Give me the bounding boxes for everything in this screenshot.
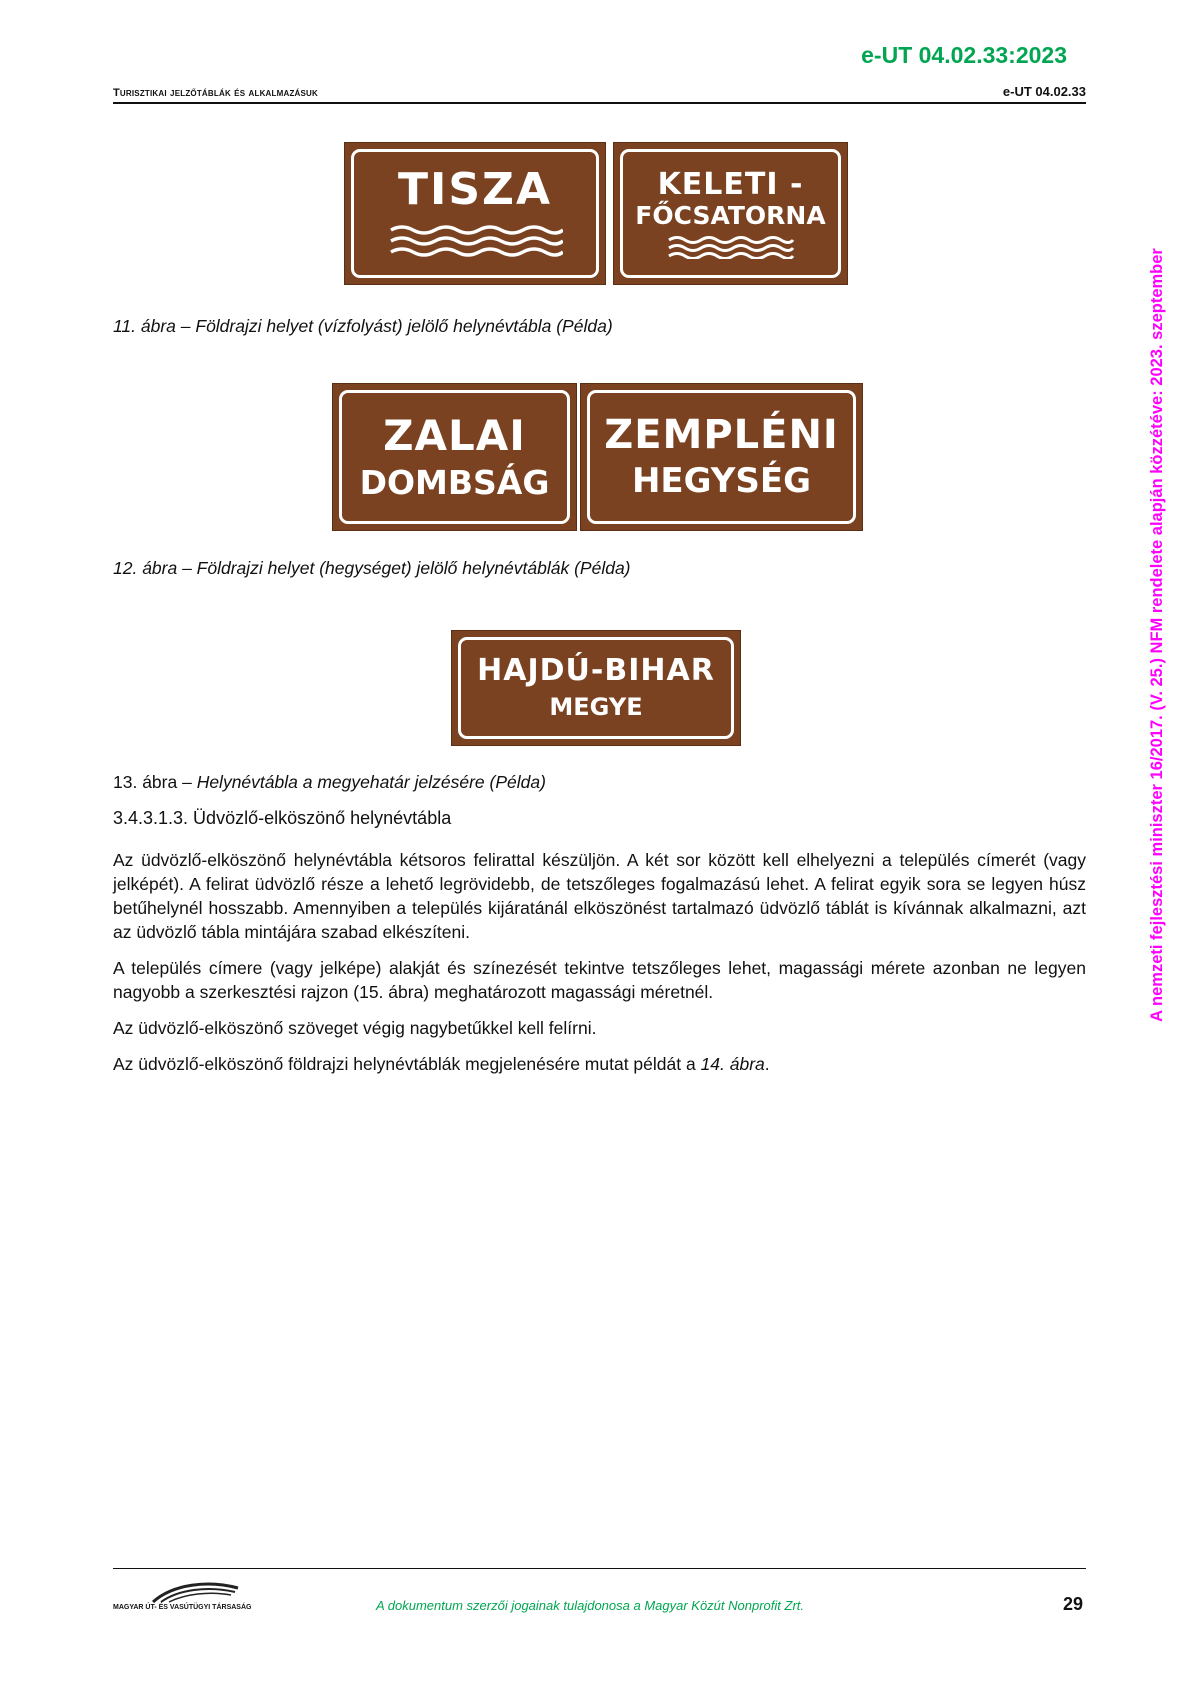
sign-keleti-focsatorna xyxy=(613,142,848,285)
water-waves-icon xyxy=(665,235,797,259)
paragraph: A település címere (vagy jelképe) alakját és színezését tekintve tetszőleges lehet, magassági mérete azonban ne legyen nagyobb a szerkesztési rajzon (15. ábra) meghatározott magassági méretnél. xyxy=(113,958,1086,1002)
sign-border xyxy=(339,390,570,524)
society-logo-text: MAGYAR ÚT- ÉS VASÚTÜGYI TÁRSASÁG xyxy=(113,1604,252,1611)
section-body xyxy=(113,848,1086,1088)
figure-13-caption-number: 13. ábra xyxy=(113,772,178,792)
publication-side-note: A nemzeti fejlesztési miniszter 16/2017. (V. 25.) NFM rendelete alapján közzétéve: 2023. szeptember xyxy=(1148,248,1166,1022)
paragraph xyxy=(113,1052,1086,1076)
paragraph-text: Az üdvözlő-elköszönő földrajzi helynévtáblák megjelenésére mutat példát a xyxy=(113,1054,701,1074)
sign-line2: FŐCSATORNA xyxy=(635,201,826,231)
sign-line2: HEGYSÉG xyxy=(631,461,812,502)
running-title: Turisztikai jelzőtáblák és alkalmazásuk xyxy=(113,87,319,99)
document-code: e-UT 04.02.33:2023 xyxy=(861,42,1067,68)
water-waves-icon xyxy=(387,224,563,258)
figure-11-caption: 11. ábra – Földrajzi helyet (vízfolyást) jelölő helynévtábla (Példa) xyxy=(113,316,613,336)
sign-border xyxy=(620,149,841,278)
section-heading: 3.4.3.1.3. Üdvözlő-elköszönő helynévtábla xyxy=(113,808,452,828)
sign-border xyxy=(458,637,734,739)
sign-zalai-dombsag xyxy=(332,383,577,531)
sign-hajdu-bihar-megye xyxy=(451,630,741,746)
sign-line1: ZALAI xyxy=(383,410,526,460)
sign-line1: TISZA xyxy=(397,164,553,216)
figure-reference: 14. ábra xyxy=(700,1054,765,1074)
running-code: e-UT 04.02.33 xyxy=(1002,84,1086,99)
copyright-notice: A dokumentum szerzői jogainak tulajdonosa a Magyar Közút Nonprofit Zrt. xyxy=(375,1598,804,1613)
figure-12-caption: 12. ábra – Földrajzi helyet (hegységet) jelölő helynévtáblák (Példa) xyxy=(113,558,631,578)
sign-line1: HAJDÚ-BIHAR xyxy=(477,652,715,688)
figure-13-caption-text: – Helynévtábla a megyehatár jelzésére (Példa) xyxy=(182,772,546,792)
page-number: 29 xyxy=(1062,1594,1083,1614)
sign-line1: ZEMPLÉNI xyxy=(604,412,839,459)
sign-zempleni-hegyseg xyxy=(580,383,863,531)
sign-line2: MEGYE xyxy=(549,693,643,722)
footer-divider xyxy=(113,1568,1086,1569)
sign-border xyxy=(587,390,856,524)
sign-border xyxy=(351,149,599,278)
paragraph: Az üdvözlő-elköszönő szöveget végig nagybetűkkel kell felírni. xyxy=(113,1018,597,1038)
figure-13-caption xyxy=(113,772,546,793)
paragraph-end: . xyxy=(764,1054,770,1074)
sign-tisza xyxy=(344,142,606,285)
paragraph: Az üdvözlő-elköszönő helynévtábla kétsoros felirattal készüljön. A két sor között kell elhelyezni a település címerét (vagy jelképét). A felirat üdvözlő része a lehető legrövidebb, de tetszőleges fogalmazású lehet. A felirat egyik sora se legyen húsz betűhelynél hosszabb. Amennyiben a település kijáratánál elköszönést tartalmazó üdvözlő táblát is kívánnak alkalmazni, azt az üdvözlő tábla mintájára szabad elkészíteni. xyxy=(113,850,1086,942)
sign-line2: DOMBSÁG xyxy=(359,463,550,503)
running-header xyxy=(113,84,1086,104)
sign-line1: KELETI - xyxy=(657,166,804,202)
